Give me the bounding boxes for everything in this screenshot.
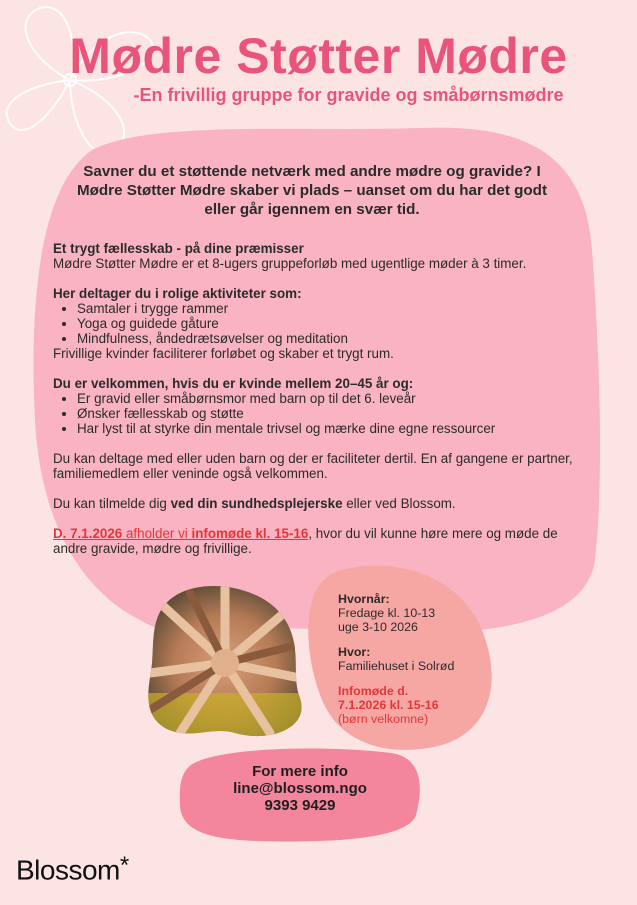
intro-text: Savner du et støttende netværk med andre mødre og gravide? I Mødre Støtter Mødre skaber vi plads – uanset om du har det godt eller går igennem en svær tid. <box>76 163 548 218</box>
contact-phone[interactable]: 9393 9429 <box>264 797 336 814</box>
meeting-line2: 7.1.2026 kl. 15-16 <box>338 698 439 712</box>
section-heading-community: Et trygt fællesskab - på dine præmisser <box>53 241 304 256</box>
infomeeting-rest: , hvor du vil kunne høre mere og møde de andre gravide, mødre og frivillige. <box>53 526 558 556</box>
logo-text: Blossom <box>16 854 120 886</box>
list-item: • Yoga og guidede gåture <box>77 316 583 331</box>
contact-email[interactable]: line@blossom.ngo <box>233 780 367 797</box>
when-line2: uge 3-10 2026 <box>338 620 418 634</box>
signup-info <box>53 496 583 511</box>
section-heading-activities: Her deltager du i rolige aktiviteter som: <box>53 286 302 301</box>
infomeeting-mid: afholder vi <box>122 526 192 541</box>
meeting-line1: Infomøde d. <box>338 684 409 698</box>
blossom-logo <box>16 848 129 886</box>
meeting-line3: (børn velkomne) <box>338 712 429 726</box>
when-label: Hvornår: <box>338 592 390 606</box>
asterisk-icon: * <box>119 852 129 879</box>
infomeeting-time: infomøde kl. 15-16 <box>191 526 309 541</box>
signup-prefix: Du kan tilmelde dig <box>53 496 171 511</box>
list-item: • Er gravid eller småbørnsmor med barn op til det 6. leveår <box>77 391 583 406</box>
section-heading-eligibility: Du er velkommen, hvis du er kvinde mellem 20–45 år og: <box>53 376 414 391</box>
list-item: • Ønsker fællesskab og støtte <box>77 406 583 421</box>
event-info <box>338 592 498 737</box>
list-item: • Samtaler i trygge rammer <box>77 301 583 316</box>
where-label: Hvor: <box>338 645 371 659</box>
main-content <box>53 162 583 571</box>
activities-footer: Frivillige kvinder faciliterer forløbet og skaber et trygt rum. <box>53 346 394 361</box>
signup-bold: ved din sundhedsplejerske <box>170 496 343 511</box>
infomeeting-info <box>53 526 583 556</box>
hands-together-photo <box>140 583 310 743</box>
infomeeting-date: D. 7.1.2026 <box>53 526 123 541</box>
page-subtitle: -En frivillig gruppe for gravide og småbørnsmødre <box>133 85 564 105</box>
section-text-community: Mødre Støtter Mødre er et 8-ugers gruppeforløb med ugentlige møder à 3 timer. <box>53 256 527 271</box>
contact-heading: For mere info <box>252 763 348 780</box>
activities-list <box>53 301 583 346</box>
list-item: • Har lyst til at styrke din mentale trivsel og mærke dine egne ressourcer <box>77 421 583 436</box>
when-line1: Fredage kl. 10-13 <box>338 606 436 620</box>
list-item: • Mindfulness, åndedrætsøvelser og meditation <box>77 331 583 346</box>
eligibility-list <box>53 391 583 436</box>
children-info: Du kan deltage med eller uden barn og der er faciliteter dertil. En af gangene er partner, familiemedlem eller veninde også velkommen. <box>53 451 573 481</box>
signup-suffix: eller ved Blossom. <box>342 496 456 511</box>
where-value: Familiehuset i Solrød <box>338 659 455 673</box>
contact-info <box>200 763 400 814</box>
page-title: Mødre Støtter Mødre <box>69 28 568 84</box>
